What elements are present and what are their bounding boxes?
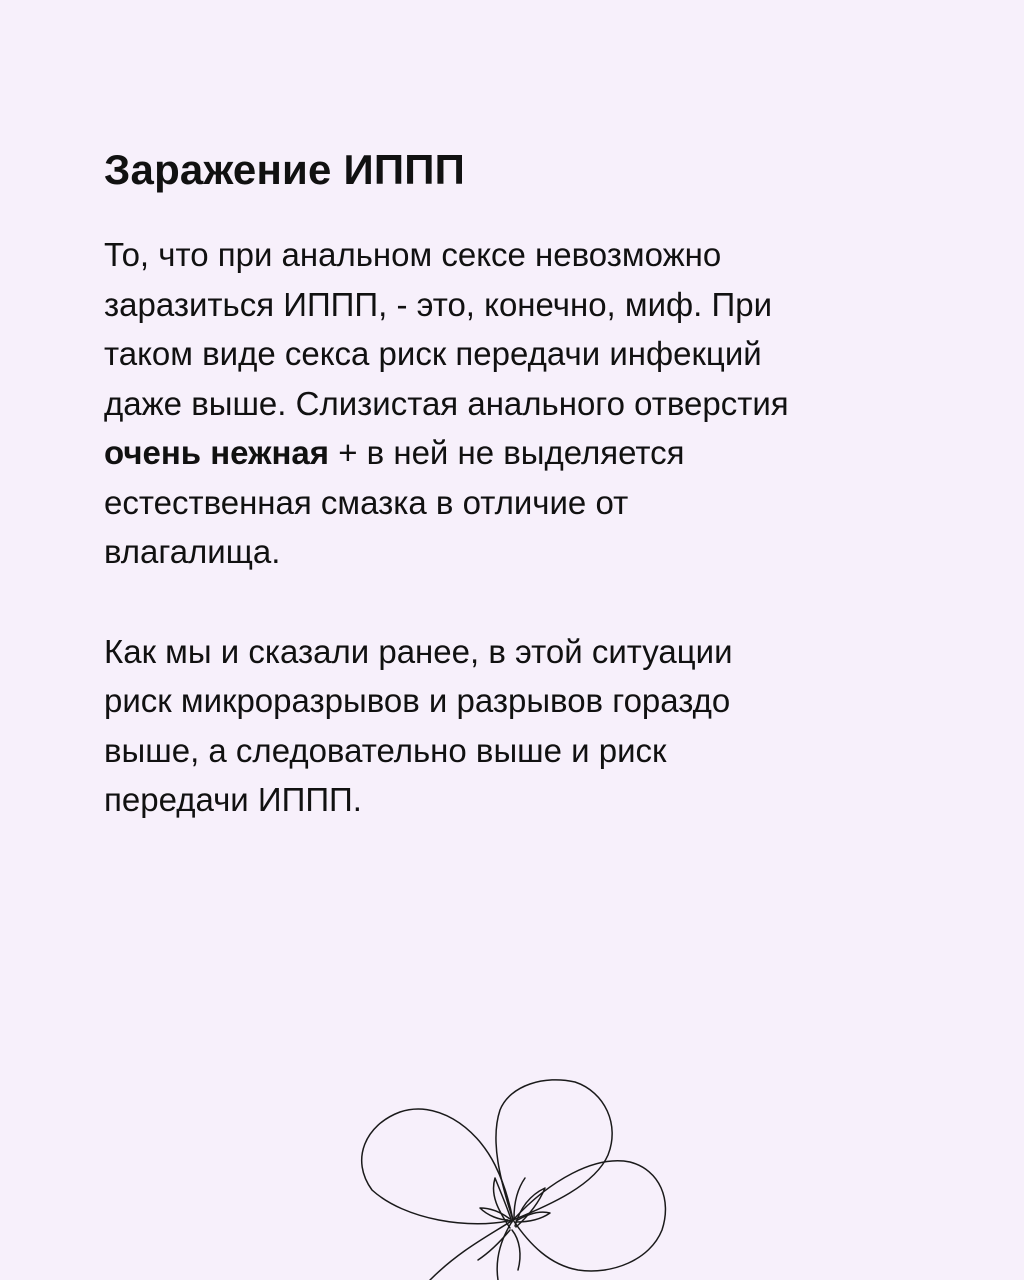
- flower-line-art-icon: [350, 1070, 680, 1280]
- paragraph-infection-myth: [104, 230, 924, 577]
- paragraph-microtears-risk: Как мы и сказали ранее, в этой ситуации риск микроразрывов и разрывов гораздо выше, а следовательно выше и риск передачи ИППП.: [104, 632, 733, 818]
- paragraph-1-text-end: + в ней не выделяется естественная смазка в отличие от влагалища.: [104, 434, 685, 570]
- slide-title: Заражение ИППП: [104, 146, 466, 193]
- paragraph-1-text-start: То, что при анальном сексе невозможно заразиться ИППП, - это, конечно, миф. При таком виде секса риск передачи инфекций даже выше. Слизистая анального отверстия: [104, 236, 789, 422]
- paragraph-1-bold-phrase: очень нежная: [104, 434, 330, 471]
- slide-content: [104, 138, 924, 825]
